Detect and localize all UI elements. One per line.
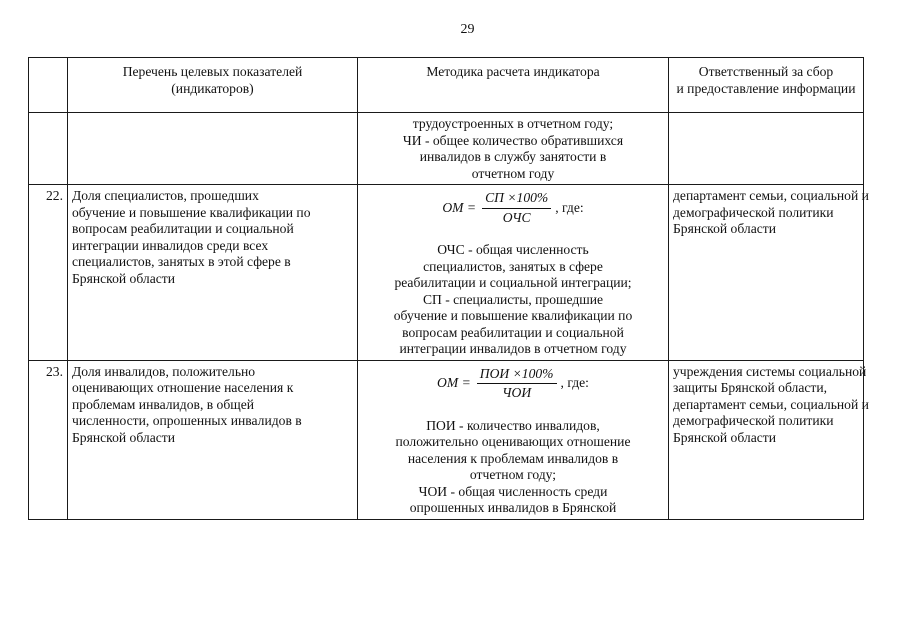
header-method bbox=[358, 58, 669, 113]
formula bbox=[362, 366, 664, 402]
method-text-line: положительно оценивающих отношение bbox=[395, 434, 631, 449]
method-text-line: опрошенных инвалидов в Брянской bbox=[409, 500, 617, 515]
indicator-text-line: Брянской области bbox=[72, 270, 175, 286]
indicator-text-line: специалистов, занятых в этой сфере в bbox=[72, 254, 291, 269]
table-row bbox=[29, 185, 864, 361]
formula-fraction bbox=[477, 366, 557, 402]
method-cell bbox=[358, 113, 669, 185]
formula-denominator: ЧОИ bbox=[502, 385, 532, 400]
indicator-text-line: обучение и повышение квалификации по bbox=[72, 204, 311, 220]
responsible-cell bbox=[669, 185, 869, 361]
header-method-label: Методика расчета индикатора bbox=[426, 64, 600, 79]
responsible-text-line: Брянской области bbox=[673, 221, 776, 236]
responsible-text-line: демографической политики bbox=[673, 204, 834, 220]
formula-lhs: ОМ = bbox=[442, 199, 477, 215]
formula-tail: , где: bbox=[555, 199, 584, 215]
responsible-text-line: демографической политики bbox=[673, 413, 834, 428]
indicator-text-line: Доля инвалидов, положительно bbox=[72, 363, 256, 379]
table-row bbox=[29, 113, 864, 185]
indicator-cell bbox=[68, 185, 358, 361]
method-text-line: реабилитации и социальной интеграции; bbox=[394, 275, 632, 290]
indicator-cell bbox=[68, 360, 358, 519]
indicator-text-line: проблемам инвалидов, в общей bbox=[72, 396, 255, 412]
page-number: 29 bbox=[460, 22, 475, 37]
method-text-line: интеграции инвалидов в отчетном году bbox=[399, 341, 627, 356]
header-indicators-line-1: Перечень целевых показателей bbox=[122, 64, 303, 79]
method-text-line: отчетном году; bbox=[469, 467, 557, 482]
indicator-text-line: Доля специалистов, прошедших bbox=[72, 188, 259, 203]
indicators-table bbox=[28, 57, 869, 520]
table-row bbox=[29, 360, 864, 519]
method-text-line: ПОИ - количество инвалидов, bbox=[426, 417, 600, 433]
responsible-cell bbox=[669, 360, 869, 519]
formula bbox=[362, 190, 664, 226]
method-text-line: трудоустроенных в отчетном году; bbox=[412, 116, 614, 131]
header-number-cell bbox=[29, 58, 68, 113]
indicator-text-line: Брянской области bbox=[72, 429, 175, 445]
row-number: 23. bbox=[29, 360, 68, 519]
indicator-text-line: оценивающих отношение населения к bbox=[72, 380, 294, 395]
method-text-line: СП - специалисты, прошедшие bbox=[422, 291, 604, 307]
indicator-text-line: интеграции инвалидов среди всех bbox=[72, 237, 269, 253]
table-header-row bbox=[29, 58, 864, 113]
header-responsible-line-2: и предоставление информации bbox=[676, 80, 856, 96]
formula-numerator: СП ×100% bbox=[482, 190, 551, 209]
formula-numerator: ПОИ ×100% bbox=[477, 366, 557, 385]
responsible-text-line: департамент семьи, социальной и bbox=[673, 396, 869, 412]
header-indicators-line-2: (индикаторов) bbox=[171, 80, 254, 96]
formula-fraction bbox=[482, 190, 551, 226]
header-responsible-line-1: Ответственный за сбор bbox=[698, 64, 834, 79]
method-text-line: ЧИ - общее количество обратившихся bbox=[402, 132, 624, 148]
responsible-text-line: учреждения системы социальной bbox=[673, 363, 867, 379]
responsible-text-line: департамент семьи, социальной и bbox=[673, 188, 869, 203]
header-responsible bbox=[669, 58, 864, 113]
method-cell bbox=[358, 360, 669, 519]
formula-denominator: ОЧС bbox=[502, 209, 531, 225]
formula-tail: , где: bbox=[560, 375, 589, 391]
method-text-line: населения к проблемам инвалидов в bbox=[407, 450, 619, 466]
responsible-text-line: защиты Брянской области, bbox=[673, 380, 828, 395]
method-text-line: ОЧС - общая численность bbox=[437, 242, 589, 257]
method-text-line: инвалидов в службу занятости в bbox=[419, 149, 607, 164]
formula-lhs: ОМ = bbox=[437, 375, 471, 391]
indicator-text-line: численности, опрошенных инвалидов в bbox=[72, 413, 302, 428]
method-text-line: отчетном году bbox=[471, 165, 555, 181]
row-number bbox=[29, 113, 68, 185]
indicator-cell bbox=[68, 113, 358, 185]
method-text-line: специалистов, занятых в сфере bbox=[423, 258, 603, 274]
indicator-text-line: вопросам реабилитации и социальной bbox=[72, 221, 294, 236]
method-text-line: ЧОИ - общая численность среди bbox=[418, 483, 608, 499]
header-indicators bbox=[68, 58, 358, 113]
method-text-line: обучение и повышение квалификации по bbox=[393, 308, 633, 323]
method-cell bbox=[358, 185, 669, 361]
method-text-line: вопросам реабилитации и социальной bbox=[402, 324, 624, 340]
row-number: 22. bbox=[29, 185, 68, 361]
responsible-cell bbox=[669, 113, 864, 185]
responsible-text-line: Брянской области bbox=[673, 429, 776, 445]
